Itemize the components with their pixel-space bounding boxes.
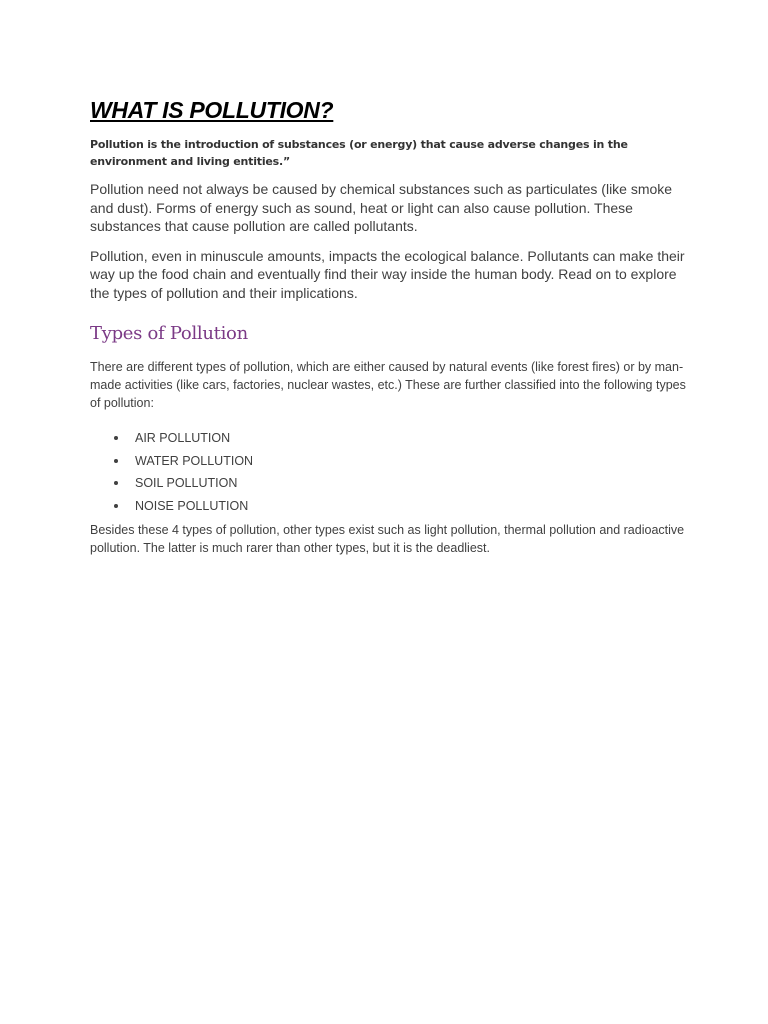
- list-item: [90, 472, 690, 495]
- section-heading-types: Types of Pollution: [90, 323, 248, 344]
- list-item-label: NOISE POLLUTION: [135, 498, 249, 513]
- bullet-icon: [114, 459, 118, 463]
- list-item-label: AIR POLLUTION: [135, 431, 231, 445]
- list-item-label: WATER POLLUTION: [135, 453, 254, 468]
- paragraph-pollutants: Pollution need not always be caused by chemical substances such as particulates (like smoke and dust). Forms of energy such as sound, heat or light can also cause pollution. These substances that cause pollution are called pollutants.: [90, 181, 673, 234]
- list-item: [90, 427, 690, 450]
- list-item: [90, 450, 690, 473]
- list-item: [90, 495, 690, 518]
- paragraph-ecological-balance: Pollution, even in minuscule amounts, impacts the ecological balance. Pollutants can make their way up the food chain and eventually find their way inside the human body. Read on to explore the types of pollution and their implications.: [90, 247, 685, 301]
- bullet-icon: [114, 436, 118, 440]
- document-body: [90, 96, 690, 572]
- definition-text: Pollution is the introduction of substances (or energy) that cause adverse changes in the environment and living entities.”: [90, 138, 628, 168]
- page-title: WHAT IS POLLUTION?: [90, 97, 334, 123]
- list-item-label: SOIL POLLUTION: [135, 476, 238, 491]
- closing-paragraph: Besides these 4 types of pollution, other types exist such as light pollution, thermal pollution and radioactive pollution. The latter is much rarer than other types, but it is the deadliest.: [90, 523, 685, 556]
- section-intro: There are different types of pollution, which are either caused by natural events (like forest fires) or by man-made activities (like cars, factories, nuclear wastes, etc.) These are further classified into the following types of pollution:: [90, 360, 686, 410]
- bullet-icon: [114, 481, 118, 485]
- pollution-types-list: [90, 427, 690, 517]
- bullet-icon: [114, 504, 118, 508]
